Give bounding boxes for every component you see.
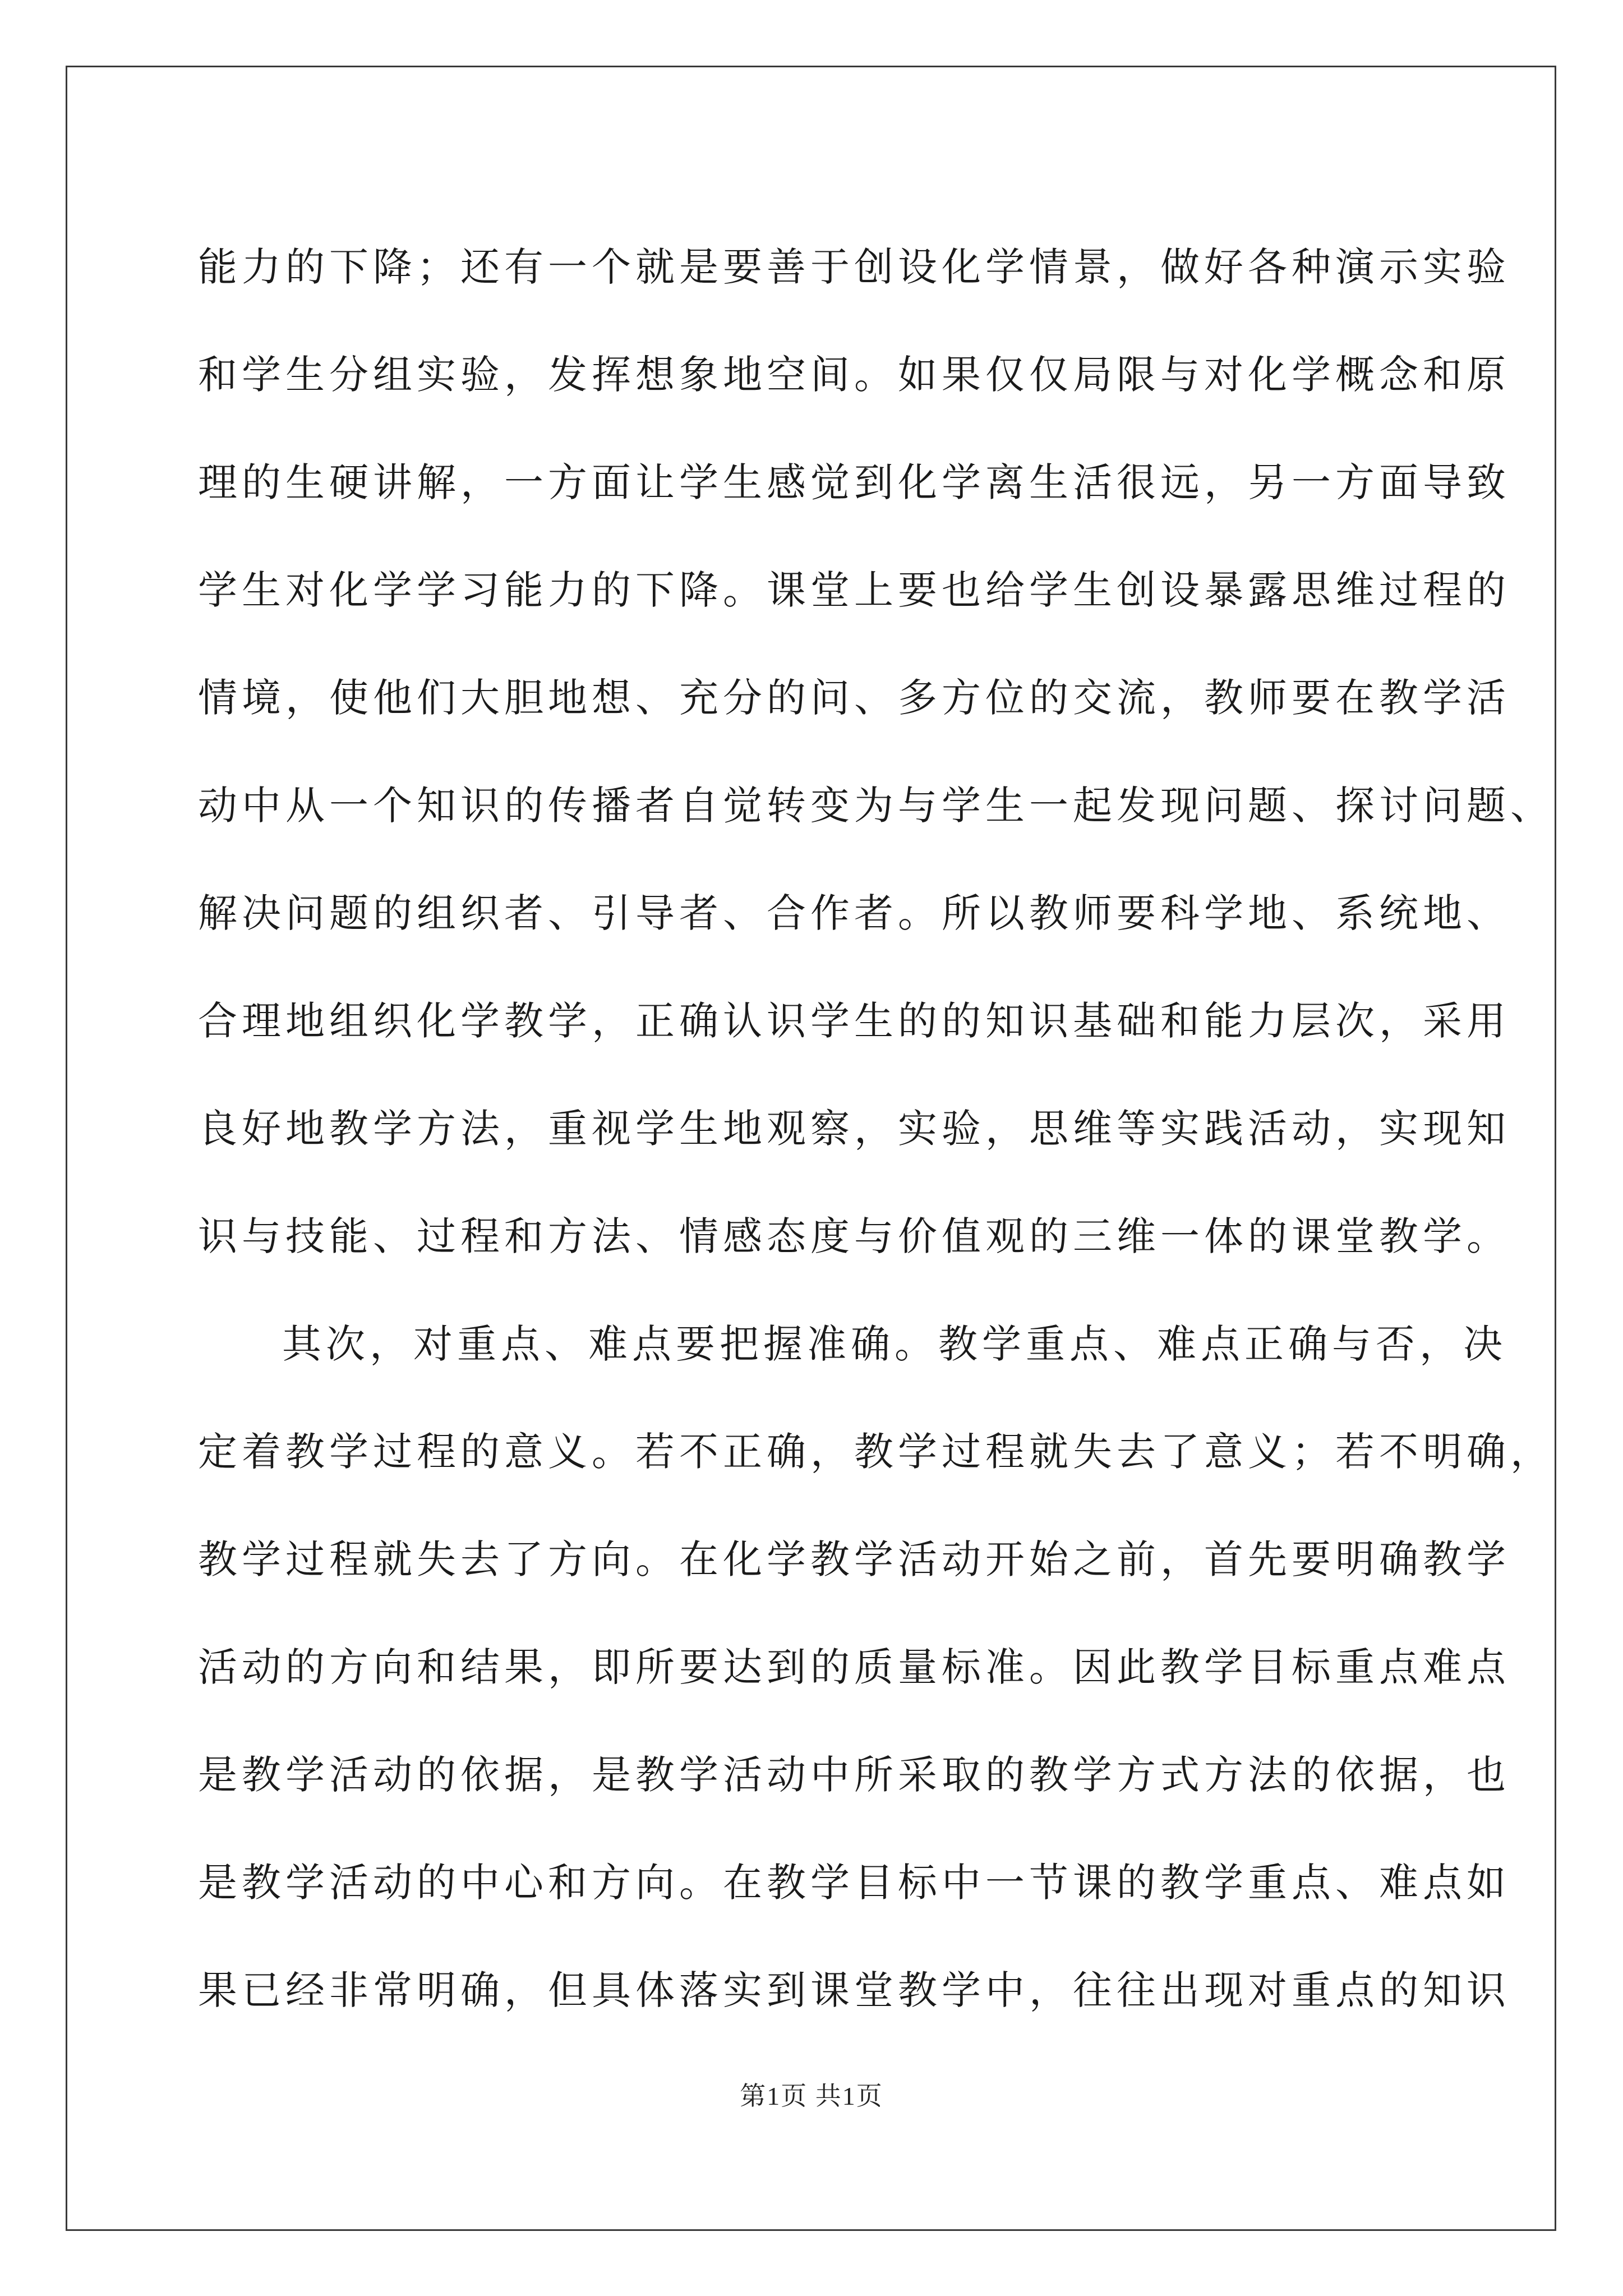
paragraph-start-line: 其次，对重点、难点要把握准确。教学重点、难点正确与否，决 (282, 1321, 1507, 1367)
text-line-8: 合理地组织化学教学，正确认识学生的的知识基础和能力层次，采用 (198, 998, 1510, 1044)
text-line-4: 学生对化学学习能力的下降。课堂上要也给学生创设暴露思维过程的 (198, 567, 1510, 613)
text-line-13: 教学过程就失去了方向。在化学教学活动开始之前，首先要明确教学 (198, 1536, 1510, 1582)
document-body (198, 213, 1554, 2044)
text-line-17: 果已经非常明确，但具体落实到课堂教学中，往往出现对重点的知识 (198, 1967, 1510, 2013)
text-line-14: 活动的方向和结果，即所要达到的质量标准。因此教学目标重点难点 (198, 1644, 1510, 1690)
text-line-3: 理的生硬讲解，一方面让学生感觉到化学离生活很远，另一方面导致 (198, 459, 1510, 505)
text-line-5: 情境，使他们大胆地想、充分的问、多方位的交流，教师要在教学活 (198, 675, 1510, 721)
page-number-footer: 第1页 共1页 (740, 2082, 883, 2110)
text-line-2: 和学生分组实验，发挥想象地空间。如果仅仅局限与对化学概念和原 (198, 352, 1510, 398)
text-line-16: 是教学活动的中心和方向。在教学目标中一节课的教学重点、难点如 (198, 1860, 1510, 1906)
text-line-15: 是教学活动的依据，是教学活动中所采取的教学方式方法的依据，也 (198, 1752, 1510, 1798)
text-line-6: 动中从一个知识的传播者自觉转变为与学生一起发现问题、探讨问题、 (198, 783, 1554, 829)
text-line-7: 解决问题的组织者、引导者、合作者。所以教师要科学地、系统地、 (198, 890, 1510, 936)
text-line-12: 定着教学过程的意义。若不正确，教学过程就失去了意义；若不明确， (198, 1429, 1554, 1475)
text-line-1: 能力的下降；还有一个就是要善于创设化学情景，做好各种演示实验 (198, 244, 1510, 290)
text-line-10: 识与技能、过程和方法、情感态度与价值观的三维一体的课堂教学。 (198, 1213, 1510, 1259)
text-line-9: 良好地教学方法，重视学生地观察，实验，思维等实践活动，实现知 (198, 1106, 1510, 1152)
